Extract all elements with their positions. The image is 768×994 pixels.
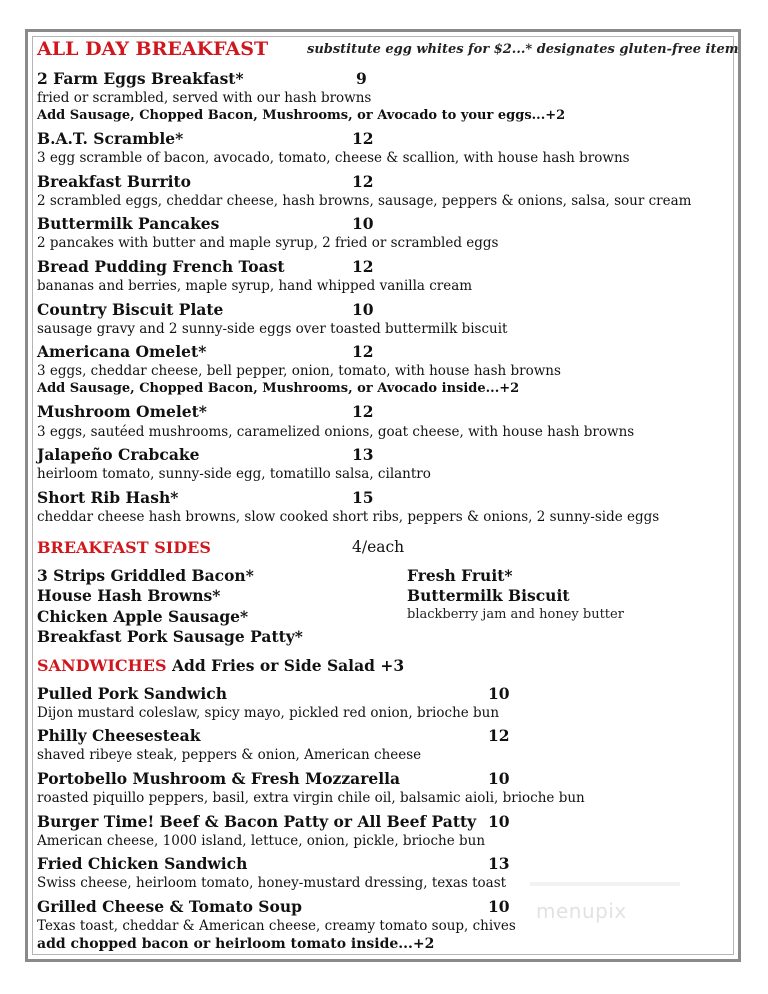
menu-item-desc: 3 eggs, sautéed mushrooms, caramelized onions, goat cheese, with house hash browns [37,424,635,440]
menu-item-price: 10 [488,897,510,916]
breakfast-note: substitute egg whites for $2...* designates gluten-free item [307,42,739,57]
menu-item-name: Pulled Pork Sandwich [37,684,227,703]
menu-item-addon: Add Sausage, Chopped Bacon, Mushrooms, or Avocado to your eggs...+2 [37,108,566,123]
side-item-note: blackberry jam and honey butter [407,607,624,622]
menu-item-desc: 3 eggs, cheddar cheese, bell pepper, onion, tomato, with house hash browns [37,363,561,379]
side-item: Chicken Apple Sausage* [37,607,249,626]
sandwiches-note: Add Fries or Side Salad +3 [172,656,405,675]
menu-item-desc: Texas toast, cheddar & American cheese, creamy tomato soup, chives [37,918,516,934]
watermark-bar [530,882,680,886]
menu-item-name: Portobello Mushroom & Fresh Mozzarella [37,769,401,788]
menu-item-addon: Add Sausage, Chopped Bacon, Mushrooms, or Avocado inside...+2 [37,381,520,396]
menu-item-price: 10 [488,812,510,831]
menu-item-price: 12 [352,257,374,276]
menu-item-name: 2 Farm Eggs Breakfast* [37,69,244,88]
menu-item-name: Bread Pudding French Toast [37,257,285,276]
menu-item-price: 9 [356,69,367,88]
breakfast-section-title: ALL DAY BREAKFAST [37,38,269,60]
menu-item-desc: roasted piquillo peppers, basil, extra virgin chile oil, balsamic aioli, brioche bun [37,790,585,806]
sides-price: 4/each [352,538,405,556]
menu-item-desc: Dijon mustard coleslaw, spicy mayo, pickled red onion, brioche bun [37,705,500,721]
side-item: 3 Strips Griddled Bacon* [37,566,254,585]
menu-item-addon: add chopped bacon or heirloom tomato inside...+2 [37,936,435,952]
menu-item-name: Americana Omelet* [37,342,207,361]
menu-item-desc: 2 scrambled eggs, cheddar cheese, hash browns, sausage, peppers & onions, salsa, sour cream [37,193,692,209]
sides-section-title: BREAKFAST SIDES [37,538,211,557]
menu-item-desc: fried or scrambled, served with our hash browns [37,90,372,106]
side-item: Buttermilk Biscuit [407,586,570,605]
menu-item-desc: heirloom tomato, sunny-side egg, tomatillo salsa, cilantro [37,466,431,482]
menu-item-name: Fried Chicken Sandwich [37,854,248,873]
side-item: Fresh Fruit* [407,566,513,585]
watermark-logo: menupix [536,899,627,923]
side-item: House Hash Browns* [37,586,221,605]
menu-item-name: Grilled Cheese & Tomato Soup [37,897,302,916]
menu-item-desc: cheddar cheese hash browns, slow cooked short ribs, peppers & onions, 2 sunny-side eggs [37,509,660,525]
menu-item-name: Breakfast Burrito [37,172,191,191]
menu-item-price: 12 [352,402,374,421]
menu-item-price: 10 [488,769,510,788]
menu-item-price: 13 [352,445,374,464]
side-item: Breakfast Pork Sausage Patty* [37,627,303,646]
menu-item-price: 12 [352,172,374,191]
sandwiches-section-title: SANDWICHES [37,656,167,675]
menu-item-desc: Swiss cheese, heirloom tomato, honey-mustard dressing, texas toast [37,875,507,891]
menu-item-desc: American cheese, 1000 island, lettuce, onion, pickle, brioche bun [37,833,486,849]
menu-item-price: 10 [488,684,510,703]
menu-item-name: Mushroom Omelet* [37,402,207,421]
menu-item-name: Country Biscuit Plate [37,300,224,319]
menu-item-price: 12 [352,129,374,148]
menu-item-price: 10 [352,300,374,319]
menu-item-name: B.A.T. Scramble* [37,129,184,148]
menu-item-price: 15 [352,488,374,507]
menu-item-desc: sausage gravy and 2 sunny-side eggs over toasted buttermilk biscuit [37,321,508,337]
menu-item-name: Philly Cheesesteak [37,726,201,745]
menu-item-price: 12 [488,726,510,745]
menu-item-price: 13 [488,854,510,873]
menu-item-desc: bananas and berries, maple syrup, hand whipped vanilla cream [37,278,473,294]
menu-item-price: 12 [352,342,374,361]
menu-item-name: Buttermilk Pancakes [37,214,220,233]
menu-item-desc: 3 egg scramble of bacon, avocado, tomato, cheese & scallion, with house hash browns [37,150,630,166]
menu-item-desc: shaved ribeye steak, peppers & onion, American cheese [37,747,422,763]
menu-item-desc: 2 pancakes with butter and maple syrup, 2 fried or scrambled eggs [37,235,499,251]
menu-item-name: Short Rib Hash* [37,488,179,507]
menu-item-name: Burger Time! Beef & Bacon Patty or All Beef Patty [37,812,477,831]
menu-item-price: 10 [352,214,374,233]
menu-item-name: Jalapeño Crabcake [37,445,200,464]
